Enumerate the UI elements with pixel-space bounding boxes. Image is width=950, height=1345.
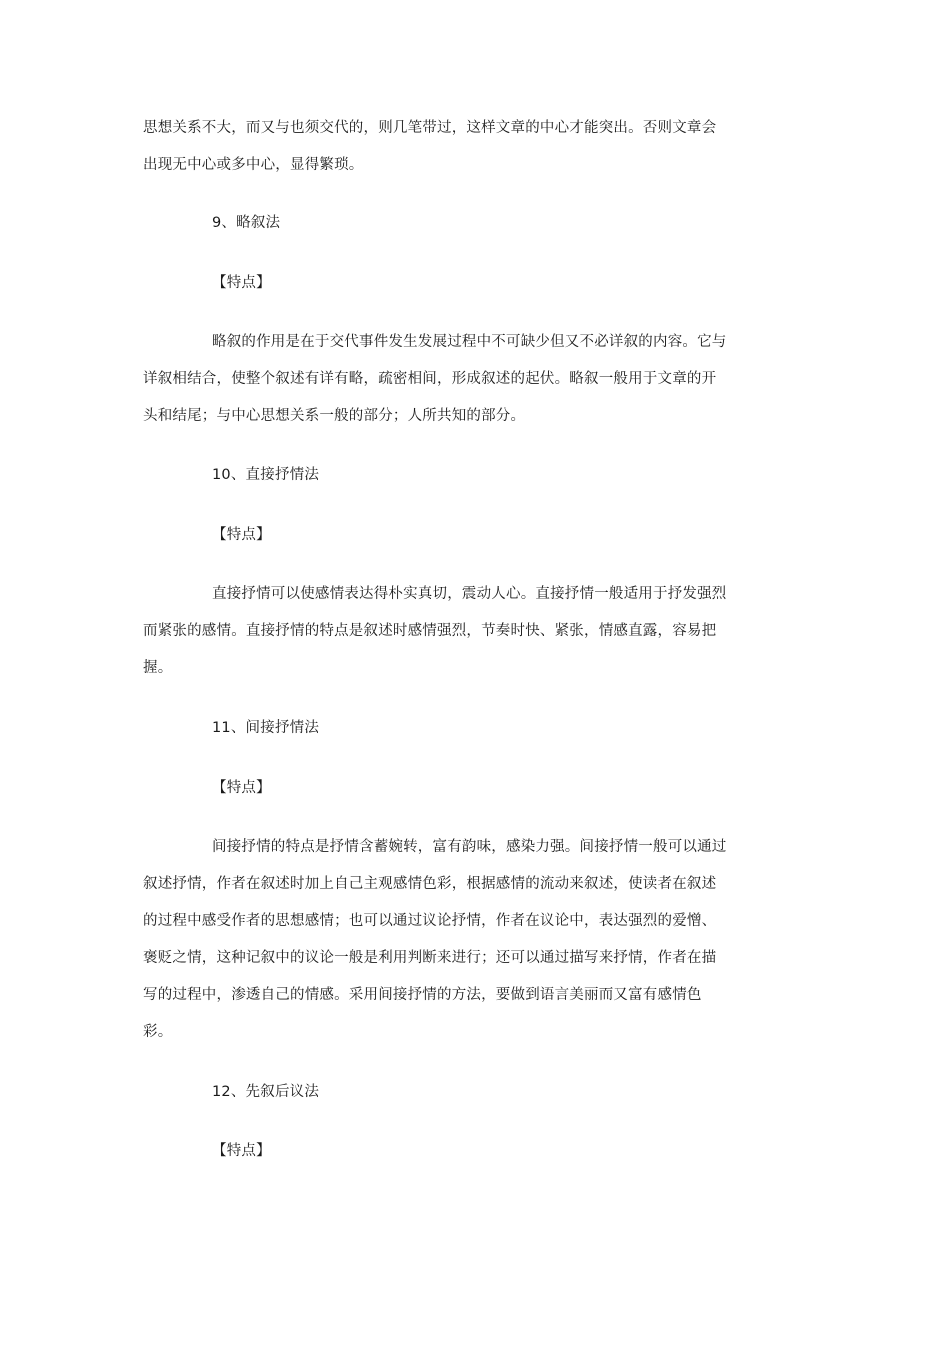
paragraph-line: 的过程中感受作者的思想感情；也可以通过议论抒情，作者在议论中，表达强烈的爱憎、 [143,913,717,929]
paragraph-line: 写的过程中，渗透自己的情感。采用间接抒情的方法，要做到语言美丽而又富有感情色 [143,987,702,1003]
paragraph-line: 详叙相结合，使整个叙述有详有略，疏密相间，形成叙述的起伏。略叙一般用于文章的开 [143,371,717,387]
feature-label: 【特点】 [212,780,271,796]
paragraph-line: 彩。 [143,1024,173,1040]
feature-label: 【特点】 [212,275,271,291]
paragraph-line: 略叙的作用是在于交代事件发生发展过程中不可缺少但又不必详叙的内容。它与 [212,334,727,350]
section-heading: 9、略叙法 [212,215,281,231]
paragraph-line: 间接抒情的特点是抒情含蓄婉转，富有韵味，感染力强。间接抒情一般可以通过 [212,839,727,855]
paragraph-line: 握。 [143,660,173,676]
intro-line: 出现无中心或多中心，显得繁琐。 [143,157,364,173]
feature-label: 【特点】 [212,1143,271,1159]
paragraph-line: 头和结尾；与中心思想关系一般的部分；人所共知的部分。 [143,408,526,424]
section-heading: 11、间接抒情法 [212,720,320,736]
paragraph-line: 褒贬之情，这种记叙中的议论一般是利用判断来进行；还可以通过描写来抒情，作者在描 [143,950,717,966]
section-heading: 10、直接抒情法 [212,467,320,483]
feature-label: 【特点】 [212,527,271,543]
paragraph-line: 直接抒情可以使感情表达得朴实真切，震动人心。直接抒情一般适用于抒发强烈 [212,586,727,602]
paragraph-line: 而紧张的感情。直接抒情的特点是叙述时感情强烈，节奏时快、紧张，情感直露，容易把 [143,623,717,639]
section-heading: 12、先叙后议法 [212,1084,320,1100]
paragraph-line: 叙述抒情，作者在叙述时加上自己主观感情色彩，根据感情的流动来叙述，使读者在叙述 [143,876,717,892]
intro-line: 思想关系不大，而又与也须交代的，则几笔带过，这样文章的中心才能突出。否则文章会 [143,120,717,136]
